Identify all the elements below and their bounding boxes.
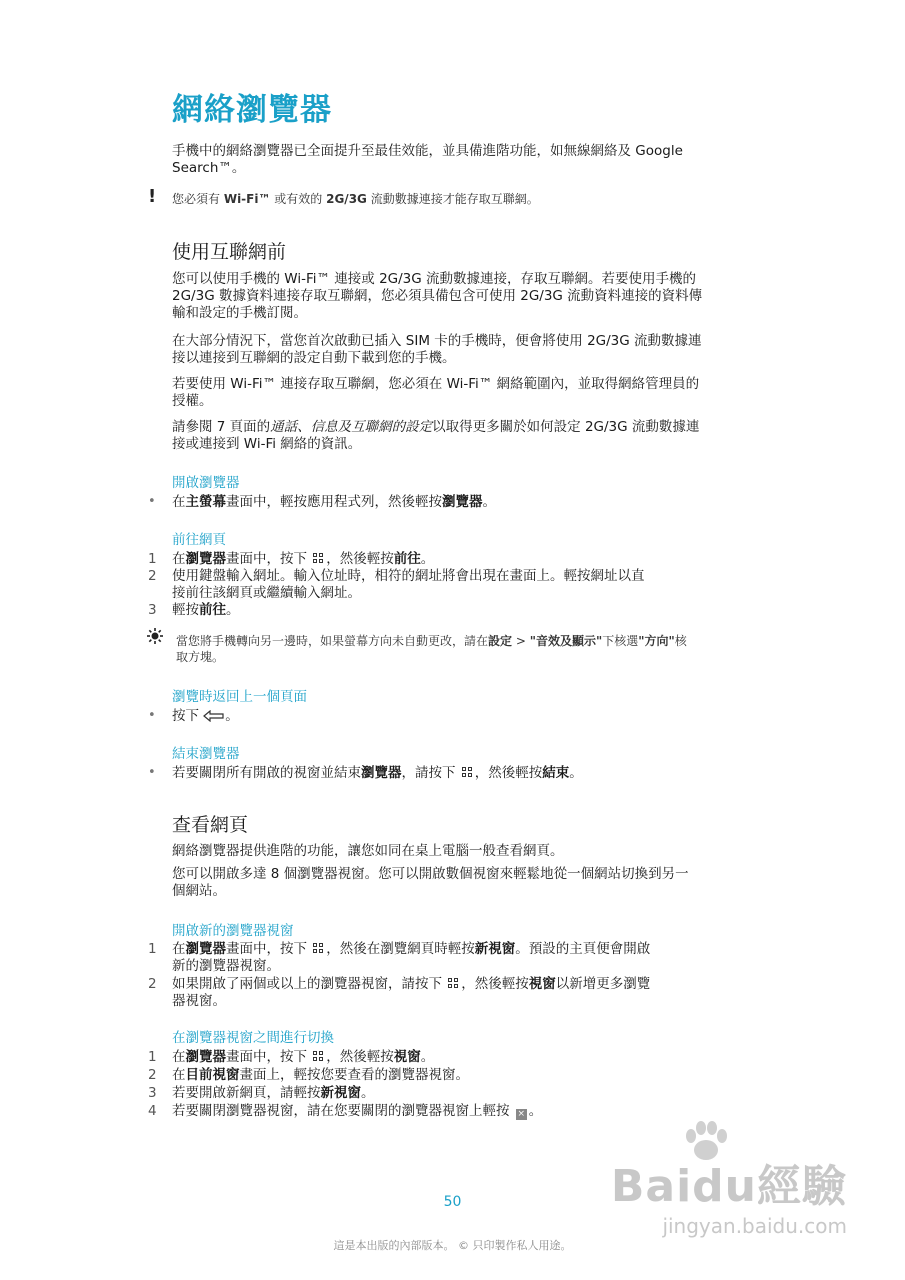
text: 下核選 bbox=[602, 634, 639, 648]
step-number: 3 bbox=[148, 602, 157, 618]
step-number: 4 bbox=[148, 1103, 157, 1119]
paragraph-line: 若要使用 Wi-Fi™ 連接存取互聯網，您必須在 Wi-Fi™ 網絡範圍內，並取得網絡管理員的 bbox=[172, 376, 700, 392]
step-text bbox=[172, 551, 434, 568]
paragraph-line bbox=[172, 419, 699, 436]
menu-grid-icon bbox=[313, 943, 324, 954]
bold-term: 前往 bbox=[393, 551, 421, 567]
step-number: 2 bbox=[148, 976, 157, 992]
note-line bbox=[176, 633, 687, 649]
text: 接前往該網頁或繼續輸入網址。 bbox=[172, 585, 361, 601]
text: 若要開啟新網頁，請輕按 bbox=[172, 1085, 321, 1101]
intro-line: 手機中的網絡瀏覽器已全面提升至最佳效能，並具備進階功能，如無線網絡及 Google bbox=[172, 143, 683, 159]
menu-grid-icon bbox=[462, 767, 473, 778]
text: 。 bbox=[420, 1049, 435, 1065]
step-text bbox=[172, 976, 650, 1010]
watermark-url: jingyan.baidu.com bbox=[662, 1214, 847, 1238]
step-text bbox=[172, 494, 496, 511]
paragraph-line: 個網站。 bbox=[172, 883, 226, 899]
paragraph-line: 接以連接到互聯網的設定自動下載到您的手機。 bbox=[172, 350, 456, 366]
text: 若要關閉瀏覽器視窗，請在您要關閉的瀏覽器視窗上輕按 bbox=[172, 1103, 514, 1119]
step-text bbox=[172, 765, 583, 782]
paw-icon bbox=[681, 1120, 731, 1168]
text: ，然後輕按 bbox=[474, 765, 543, 781]
text: 畫面中，輕按應用程式列，然後輕按 bbox=[226, 494, 442, 510]
text: 。預設的主頁便會開啟 bbox=[515, 941, 651, 957]
note-text: 或有效的 bbox=[270, 192, 327, 206]
back-arrow-icon bbox=[203, 710, 225, 727]
bold-term: 主螢幕 bbox=[185, 494, 226, 510]
lightbulb-icon bbox=[146, 627, 164, 645]
bullet: • bbox=[148, 494, 156, 509]
note-line: 取方塊。 bbox=[176, 650, 225, 664]
bold-term: 瀏覽器 bbox=[185, 1049, 226, 1065]
subheading: 在瀏覽器視窗之間進行切換 bbox=[172, 1030, 334, 1046]
warning-note bbox=[172, 191, 539, 207]
paragraph bbox=[172, 271, 702, 322]
text: 在 bbox=[172, 941, 186, 957]
bold-term: "方向" bbox=[638, 634, 675, 648]
menu-grid-icon bbox=[313, 553, 324, 564]
text: ，然後輕按 bbox=[461, 976, 529, 992]
step-number: 1 bbox=[148, 1049, 157, 1065]
note-bold: Wi-Fi™ bbox=[223, 192, 271, 206]
note-text: 流動數據連接才能存取互聯網。 bbox=[366, 192, 539, 206]
text: 核 bbox=[674, 634, 687, 648]
note-bold: 2G/3G bbox=[326, 192, 367, 206]
step-number: 2 bbox=[148, 568, 157, 584]
paragraph bbox=[172, 333, 702, 367]
watermark-logo bbox=[611, 1150, 847, 1214]
step-number: 2 bbox=[148, 1067, 157, 1083]
tip-note bbox=[176, 633, 687, 665]
watermark-brand: 經驗 bbox=[757, 1161, 847, 1212]
step-line bbox=[172, 976, 650, 993]
text: 如果開啟了兩個或以上的瀏覽器視窗，請按下 bbox=[172, 976, 447, 992]
paragraph bbox=[172, 419, 699, 453]
bold-term: 瀏覽器 bbox=[185, 941, 226, 957]
text: 輕按 bbox=[172, 602, 199, 618]
step-text bbox=[172, 602, 240, 619]
subheading: 開啟新的瀏覽器視窗 bbox=[172, 923, 294, 939]
text: 以取得更多關於如何設定 2G/3G 流動數據連 bbox=[432, 419, 700, 435]
section-heading: 使用互聯網前 bbox=[172, 241, 287, 263]
text: 畫面中，按下 bbox=[226, 551, 312, 567]
step-text bbox=[172, 568, 645, 602]
bold-term: 視窗 bbox=[528, 976, 556, 992]
text: 。 bbox=[361, 1085, 375, 1101]
step-number: 1 bbox=[148, 941, 157, 957]
page-number: 50 bbox=[443, 1194, 462, 1210]
paragraph-line: 授權。 bbox=[172, 393, 213, 409]
text: 畫面中，按下 bbox=[226, 1049, 312, 1065]
page-title: 網絡瀏覽器 bbox=[172, 92, 332, 128]
text: 。 bbox=[420, 551, 435, 567]
note-text: 您必須有 bbox=[172, 192, 224, 206]
bold-term: 設定 bbox=[488, 634, 513, 648]
text: 請參閱 7 頁面的 bbox=[172, 419, 271, 435]
bold-term: 瀏覽器 bbox=[185, 551, 226, 567]
bold-term: 結束 bbox=[542, 765, 570, 781]
subheading: 瀏覽時返回上一個頁面 bbox=[172, 689, 307, 705]
paragraph-line: 在大部分情況下，當您首次啟動已插入 SIM 卡的手機時，便會將使用 2G/3G 流動數據連 bbox=[172, 333, 702, 349]
text: 在 bbox=[172, 551, 186, 567]
step-line: 器視窗。 bbox=[172, 993, 226, 1009]
step-number: 1 bbox=[148, 551, 157, 567]
paragraph-line: 您可以使用手機的 Wi-Fi™ 連接或 2G/3G 流動數據連接，存取互聯網。若要使用手機的 bbox=[172, 271, 697, 287]
bold-term: 前往 bbox=[199, 602, 226, 618]
step-text bbox=[172, 708, 239, 727]
menu-grid-icon bbox=[448, 978, 459, 989]
settings-link[interactable]: 通話、信息及互聯網的設定 bbox=[270, 419, 433, 435]
text: 。 bbox=[225, 708, 239, 724]
bullet: • bbox=[148, 765, 156, 780]
paragraph-line: 2G/3G 數據資料連接存取互聯網，您必須具備包含可使用 2G/3G 流動資料連接的資料傳 bbox=[172, 288, 703, 304]
text: 畫面中，按下 bbox=[226, 941, 312, 957]
baidu-watermark bbox=[611, 1150, 847, 1238]
step-text bbox=[172, 1103, 542, 1120]
bold-term: "音效及顯示" bbox=[529, 634, 603, 648]
text: ，然後在瀏覽網頁時輕按 bbox=[326, 941, 475, 957]
text: > bbox=[512, 634, 530, 648]
text: ，然後輕按 bbox=[326, 1049, 394, 1065]
subheading: 開啟瀏覽器 bbox=[172, 475, 240, 491]
text: 當您將手機轉向另一邊時，如果螢幕方向未自動更改，請在 bbox=[176, 634, 489, 648]
text: 在 bbox=[172, 1067, 186, 1083]
subheading: 結束瀏覽器 bbox=[172, 746, 240, 762]
footer-note: 這是本出版的內部版本。 © 只印製作私人用途。 bbox=[333, 1239, 572, 1252]
bullet: • bbox=[148, 708, 156, 723]
bold-term: 新視窗 bbox=[474, 941, 516, 957]
close-x-icon: × bbox=[517, 1109, 526, 1119]
intro-line: Search™。 bbox=[172, 160, 246, 176]
paragraph bbox=[172, 376, 699, 410]
subheading: 前往網頁 bbox=[172, 532, 226, 548]
bold-term: 瀏覽器 bbox=[361, 765, 402, 781]
text: ，請按下 bbox=[401, 765, 460, 781]
step-text bbox=[172, 941, 650, 975]
paragraph-line: 您可以開啟多達 8 個瀏覽器視窗。您可以開啟數個視窗來輕鬆地從一個網站切換到另一 bbox=[172, 866, 689, 882]
text: 以新增更多瀏覽 bbox=[555, 976, 651, 992]
step-text bbox=[172, 1085, 375, 1102]
text: 。 bbox=[569, 765, 583, 781]
step-line: 新的瀏覽器視窗。 bbox=[172, 958, 280, 974]
text: ，然後輕按 bbox=[326, 551, 394, 567]
intro-paragraph bbox=[172, 143, 683, 177]
bold-term: 新視窗 bbox=[320, 1085, 361, 1101]
watermark-brand: du bbox=[692, 1161, 757, 1212]
section-heading: 查看網頁 bbox=[172, 814, 249, 836]
bold-term: 視窗 bbox=[393, 1049, 421, 1065]
step-number: 3 bbox=[148, 1085, 157, 1101]
paragraph: 網絡瀏覽器提供進階的功能，讓您如同在桌上電腦一般查看網頁。 bbox=[172, 843, 564, 859]
text: 在 bbox=[172, 494, 186, 510]
step-text bbox=[172, 1049, 434, 1066]
text: 。 bbox=[528, 1103, 543, 1119]
step-line bbox=[172, 941, 650, 958]
bold-term: 目前視窗 bbox=[185, 1067, 240, 1083]
step-text bbox=[172, 1067, 469, 1084]
paragraph-line: 接或連接到 Wi-Fi 網絡的資訊。 bbox=[172, 436, 362, 452]
text: 若要關閉所有開啟的視窗並結束 bbox=[172, 765, 361, 781]
text: 。 bbox=[226, 602, 240, 618]
watermark-brand: Bai bbox=[610, 1161, 693, 1212]
exclamation-icon: ! bbox=[148, 186, 157, 207]
text: 使用鍵盤輸入網址。輸入位址時，相符的網址將會出現在畫面上。輕按網址以直 bbox=[172, 568, 645, 584]
paragraph bbox=[172, 866, 689, 900]
text: 在 bbox=[172, 1049, 186, 1065]
text: 畫面上，輕按您要查看的瀏覽器視窗。 bbox=[239, 1067, 469, 1083]
paragraph-line: 輸和設定的手機訂閱。 bbox=[172, 305, 307, 321]
bold-term: 瀏覽器 bbox=[442, 494, 483, 510]
menu-grid-icon bbox=[313, 1051, 324, 1062]
text: 按下 bbox=[172, 708, 204, 724]
text: 。 bbox=[482, 494, 496, 510]
